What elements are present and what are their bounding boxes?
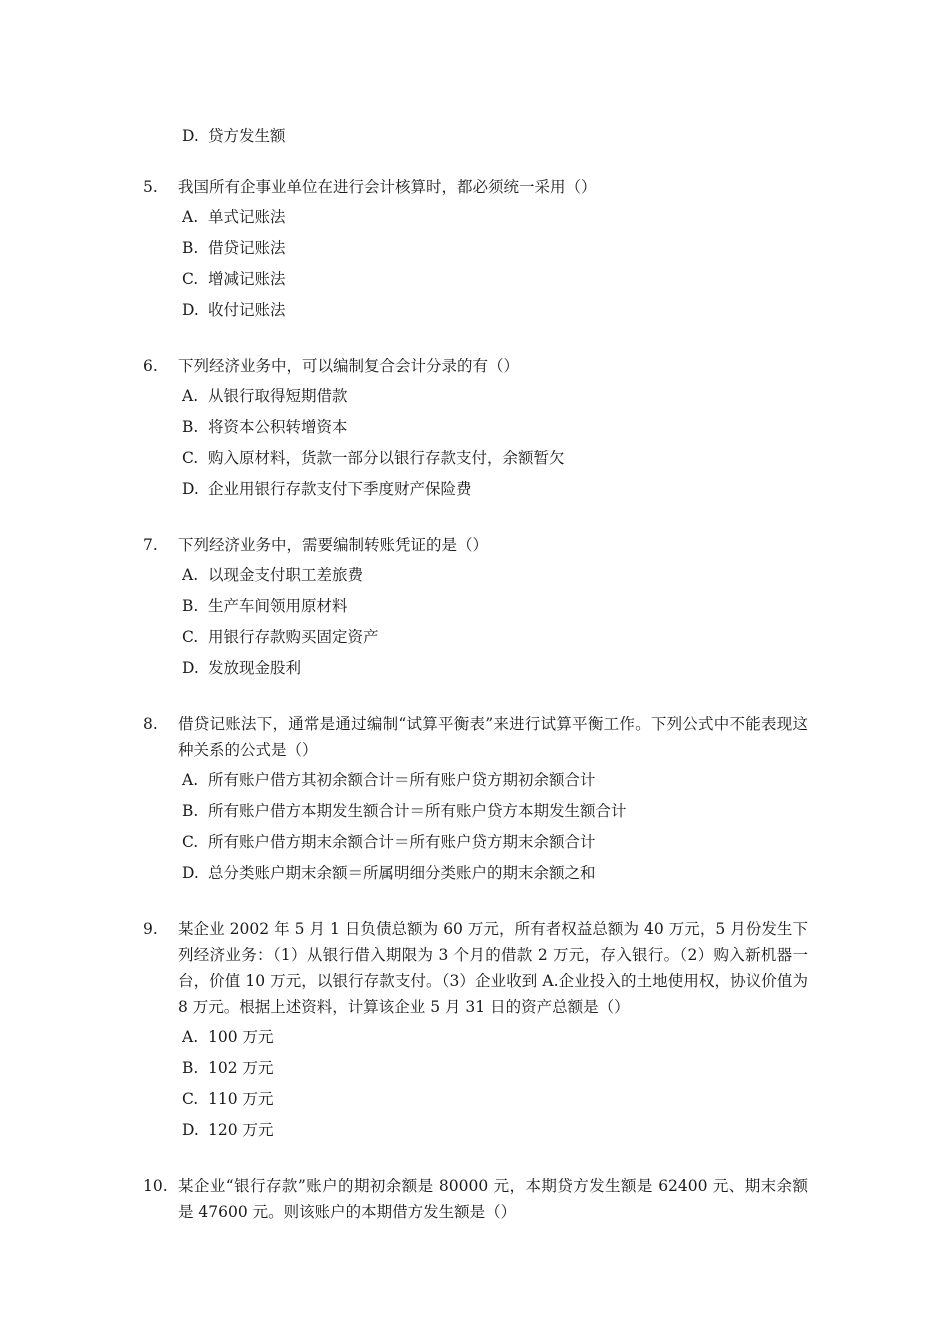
- question-list: [143, 174, 808, 1249]
- option-text: 120 万元: [208, 1121, 274, 1139]
- question-number: 10.: [143, 1177, 168, 1195]
- option-text: 所有账户借方期末余额合计＝所有账户贷方期末余额合计: [208, 833, 596, 851]
- option-a: [182, 384, 808, 415]
- option-list: [143, 205, 808, 329]
- option-d: [182, 656, 808, 687]
- question-text: 某企业 2002 年 5 月 1 日负债总额为 60 万元，所有者权益总额为 40 万元，5 月份发生下列经济业务：（1）从银行借入期限为 3 个月的借款 2 万元，存入银行。（2）购入新机器一台，价值 10 万元，以银行存款支付。（3）企业收到 A.企业投入的土地使用权，协议价值为 8 万元。根据上述资料，计算该企业 5 月 31 日的资产总额是（）: [178, 920, 808, 1016]
- question-5: [143, 174, 808, 329]
- option-letter: D.: [182, 480, 199, 498]
- option-letter: D.: [182, 127, 199, 145]
- option-list: [143, 563, 808, 687]
- option-b: [182, 799, 808, 830]
- question-text: 某企业“银行存款”账户的期初余额是 80000 元，本期贷方发生额是 62400 元、期末余额是 47600 元。则该账户的本期借方发生额是（）: [178, 1177, 808, 1221]
- option-c: [182, 625, 808, 656]
- option-letter: B.: [182, 1059, 199, 1077]
- option-text: 借贷记账法: [208, 239, 286, 257]
- question-stem: [143, 532, 808, 558]
- option-a: [182, 1025, 808, 1056]
- option-text: 收付记账法: [208, 301, 286, 319]
- option-list: [143, 768, 808, 892]
- option-letter: D.: [182, 659, 199, 677]
- option-text: 生产车间领用原材料: [208, 597, 348, 615]
- option-letter: D.: [182, 1121, 199, 1139]
- option-text: 总分类账户期末余额＝所属明细分类账户的期末余额之和: [208, 864, 596, 882]
- option-text: 购入原材料，货款一部分以银行存款支付，余额暂欠: [208, 449, 565, 467]
- option-letter: A.: [182, 387, 199, 405]
- option-text: 102 万元: [208, 1059, 274, 1077]
- option-letter: C.: [182, 1090, 199, 1108]
- option-text: 企业用银行存款支付下季度财产保险费: [208, 480, 472, 498]
- question-7: [143, 532, 808, 687]
- option-letter: C.: [182, 833, 199, 851]
- option-letter: B.: [182, 418, 199, 436]
- question-stem: [143, 916, 808, 1020]
- option-a: [182, 205, 808, 236]
- option-text: 发放现金股利: [208, 659, 302, 677]
- question-6: [143, 353, 808, 508]
- option-text: 单式记账法: [208, 208, 286, 226]
- option-text: 所有账户借方其初余额合计＝所有账户贷方期初余额合计: [208, 771, 596, 789]
- option-letter: C.: [182, 628, 199, 646]
- option-c: [182, 446, 808, 477]
- option-letter: D.: [182, 301, 199, 319]
- option-text: 100 万元: [208, 1028, 274, 1046]
- option-c: [182, 1087, 808, 1118]
- option-d: [182, 477, 808, 508]
- option-text: 将资本公积转增资本: [208, 418, 348, 436]
- question-8: [143, 711, 808, 892]
- option-a: [182, 563, 808, 594]
- question-text: 下列经济业务中，需要编制转账凭证的是（）: [178, 536, 489, 554]
- option-text: 增减记账法: [208, 270, 286, 288]
- question-text: 借贷记账法下，通常是通过编制“试算平衡表”来进行试算平衡工作。下列公式中不能表现这种关系的公式是（）: [178, 715, 808, 759]
- option-letter: A.: [182, 208, 199, 226]
- option-letter: C.: [182, 270, 199, 288]
- option-letter: B.: [182, 597, 199, 615]
- option-letter: D.: [182, 864, 199, 882]
- question-9: [143, 916, 808, 1149]
- option-b: [182, 236, 808, 267]
- question-text: 下列经济业务中，可以编制复合会计分录的有（）: [178, 357, 520, 375]
- question-stem: [143, 1173, 808, 1225]
- question-stem: [143, 711, 808, 763]
- option-letter: A.: [182, 1028, 199, 1046]
- question-stem: [143, 174, 808, 200]
- option-text: 所有账户借方本期发生额合计＝所有账户贷方本期发生额合计: [208, 802, 627, 820]
- question-stem: [143, 353, 808, 379]
- carryover-option: [182, 124, 286, 148]
- question-number: 5.: [143, 178, 158, 196]
- option-letter: C.: [182, 449, 199, 467]
- option-list: [143, 384, 808, 508]
- option-letter: B.: [182, 802, 199, 820]
- option-d: [182, 1118, 808, 1149]
- option-b: [182, 1056, 808, 1087]
- option-d: [182, 861, 808, 892]
- option-c: [182, 267, 808, 298]
- question-number: 8.: [143, 715, 158, 733]
- option-letter: A.: [182, 771, 199, 789]
- question-10: [143, 1173, 808, 1225]
- option-text: 110 万元: [208, 1090, 274, 1108]
- option-text: 用银行存款购买固定资产: [208, 628, 379, 646]
- option-b: [182, 594, 808, 625]
- option-text: 以现金支付职工差旅费: [208, 566, 364, 584]
- option-b: [182, 415, 808, 446]
- option-d: [182, 298, 808, 329]
- option-c: [182, 830, 808, 861]
- question-number: 6.: [143, 357, 158, 375]
- option-a: [182, 768, 808, 799]
- option-letter: A.: [182, 566, 199, 584]
- question-text: 我国所有企事业单位在进行会计核算时，都必须统一采用（）: [178, 178, 597, 196]
- option-text: 贷方发生额: [208, 127, 286, 145]
- option-text: 从银行取得短期借款: [208, 387, 348, 405]
- option-letter: B.: [182, 239, 199, 257]
- question-number: 7.: [143, 536, 158, 554]
- option-list: [143, 1025, 808, 1149]
- question-number: 9.: [143, 920, 158, 938]
